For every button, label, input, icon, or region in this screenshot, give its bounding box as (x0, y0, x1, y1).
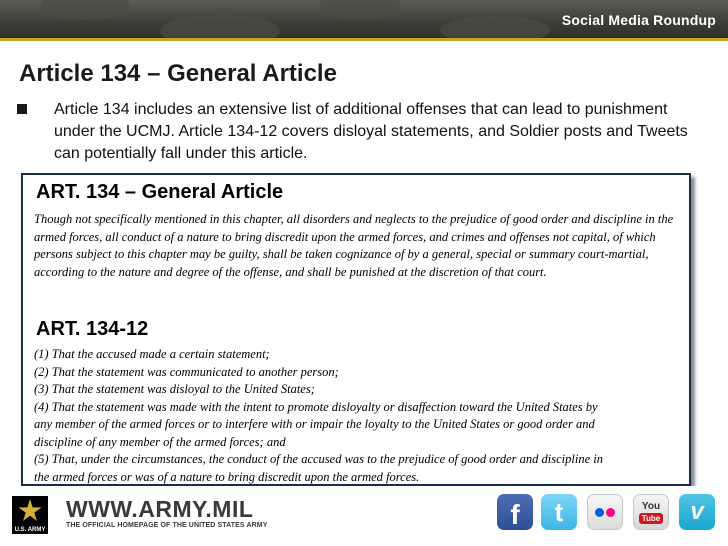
site-tagline: THE OFFICIAL HOMEPAGE OF THE UNITED STATES ARMY (66, 522, 268, 529)
art-134-12-line: discipline of any member of the armed forces; and (34, 434, 286, 449)
facebook-glyph: f (510, 499, 520, 530)
slide-title: Article 134 – General Article (19, 60, 337, 87)
youtube-you: You (641, 501, 661, 512)
top-banner (0, 0, 728, 38)
bullet-point (17, 99, 707, 165)
art-134-12-line: (5) That, under the circumstances, the conduct of the accused was to the prejudice of good order and discipline in (34, 452, 603, 466)
art-134-12-line: (3) That the statement was disloyal to the United States; (34, 382, 315, 396)
flickr-icon[interactable] (587, 494, 623, 530)
twitter-icon[interactable] (541, 494, 577, 530)
art-134-12-list (34, 346, 689, 486)
star-icon (18, 499, 42, 523)
article-text-box (21, 173, 691, 486)
army-star-logo-icon[interactable] (12, 496, 48, 534)
art-134-12-line: (4) That the statement was made with the intent to promote disloyalty or disaffection toward the United States by (34, 399, 598, 414)
art-134-12-line: the armed forces or was of a nature to bring discredit upon the armed forces. (34, 469, 420, 484)
flickr-pink-dot (606, 508, 615, 517)
bullet-square-icon (17, 104, 27, 114)
art-134-12-heading: ART. 134-12 (36, 318, 149, 340)
art-134-12-line: (1) That the accused made a certain statement; (34, 347, 270, 361)
vimeo-glyph: v (690, 498, 704, 525)
twitter-glyph: t (554, 496, 564, 527)
logo-text: U.S. ARMY (14, 527, 46, 533)
army-site-link[interactable]: WWW.ARMY.MIL (66, 496, 254, 522)
flickr-blue-dot (595, 508, 604, 517)
art-134-12-line: (2) That the statement was communicated to another person; (34, 364, 339, 379)
youtube-tube: Tube (639, 513, 663, 524)
art-134-text: Though not specifically mentioned in this chapter, all disorders and neglects to the prejudice of good order and discipline in the armed forces, all conduct of a nature to bring discredit upon the armed forces, and crimes and offenses not capital, of which persons subject to this chapter may be guilty, shall be taken cognizance of by a general, special or summary court-martial, according to the nature and degree of the offense, and shall be punished at the discretion of that court. (34, 212, 674, 279)
vimeo-icon[interactable] (679, 494, 715, 530)
banner-title: Social Media Roundup (561, 12, 716, 28)
bullet-text: Article 134 includes an extensive list of additional offenses that can lead to punishment under the UCMJ. Article 134-12 covers disloyal statements, and Soldier posts and Tweets can potentially fall under this article. (54, 101, 688, 162)
youtube-icon[interactable] (633, 494, 669, 530)
facebook-icon[interactable] (497, 494, 533, 530)
art-134-heading: ART. 134 – General Article (36, 181, 284, 203)
banner-accent-line (0, 38, 728, 41)
art-134-12-line: any member of the armed forces or to interfere with or impair the loyalty to the United States or good order and (34, 417, 595, 431)
